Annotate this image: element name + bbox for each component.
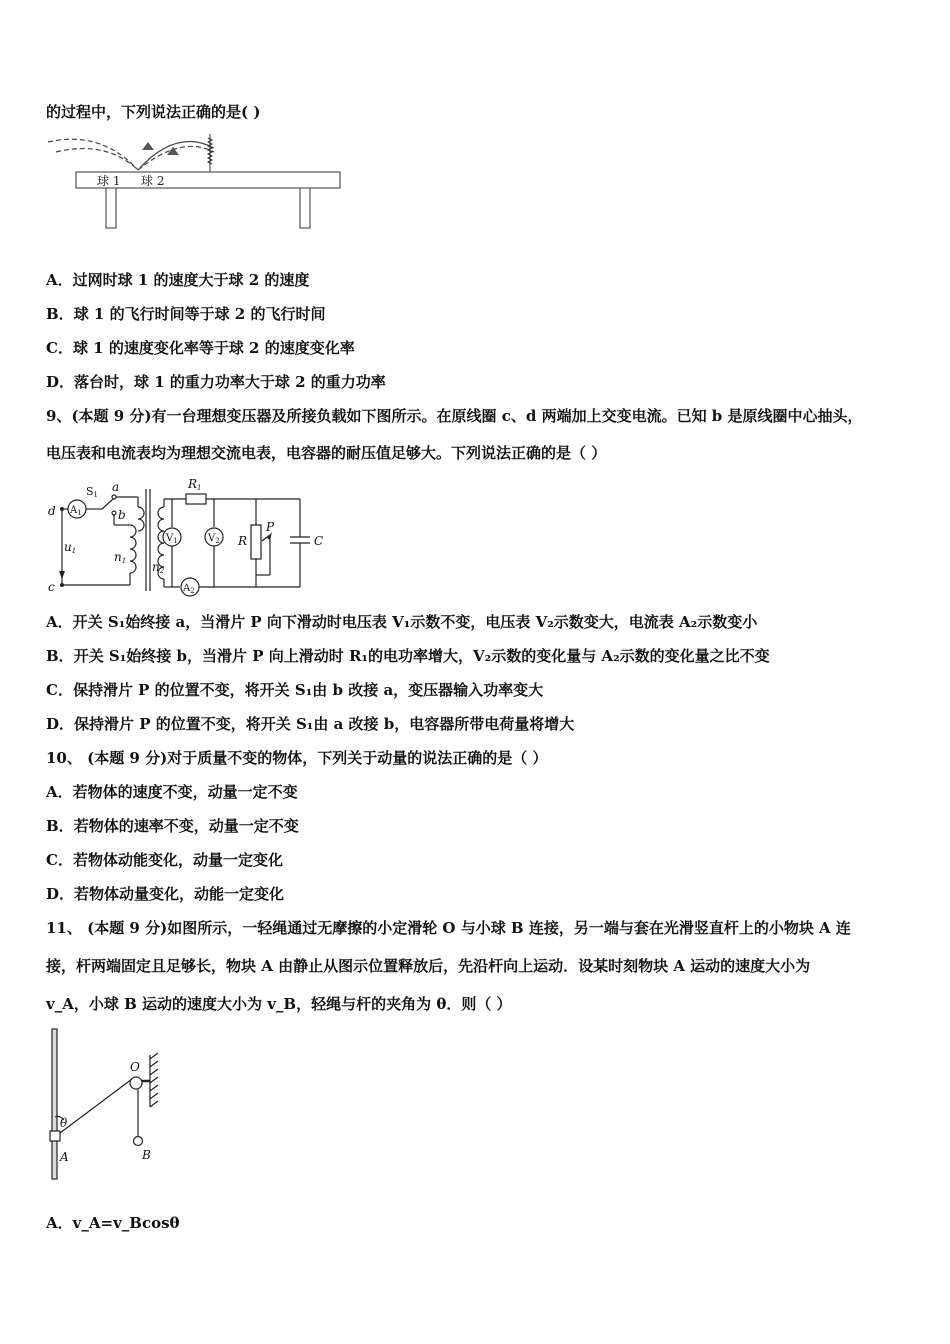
table-leg-left — [106, 188, 116, 228]
q10-option-c[interactable]: C．若物体动能变化，动量一定变化 — [46, 851, 283, 869]
svg-text:u1: u1 — [64, 540, 77, 555]
q8-option-d[interactable]: D．落台时，球 1 的重力功率大于球 2 的重力功率 — [46, 373, 386, 391]
q10-number: 10、 — [46, 749, 82, 767]
transformer-circuit-diagram — [46, 475, 336, 597]
pulley-rod-diagram — [46, 1025, 166, 1185]
ball1-path-in — [48, 139, 138, 170]
q9-meta: (本题 9 分) — [71, 407, 152, 425]
q8-option-c[interactable]: C．球 1 的速度变化率等于球 2 的速度变化率 — [46, 339, 355, 357]
block-a — [50, 1131, 60, 1141]
svg-text:c: c — [48, 580, 55, 594]
rheostat-r — [251, 525, 261, 559]
q8-stem: 的过程中，下列说法正确的是( ) — [46, 103, 261, 121]
q11-figure-pulley — [46, 1025, 166, 1189]
svg-text:R1: R1 — [188, 477, 202, 492]
q8-option-b[interactable]: B．球 1 的飞行时间等于球 2 的飞行时间 — [46, 305, 326, 323]
ball2-path-in — [56, 149, 138, 170]
svg-text:S1: S1 — [86, 485, 99, 499]
ball1-label: 球 1 — [97, 174, 121, 188]
primary-coil — [130, 525, 136, 573]
q9-option-b[interactable]: B．开关 S₁始终接 b，当滑片 P 向上滑动时 R₁的电功率增大，V₂示数的变化量与 A₂示数的变化量之比不变 — [46, 647, 770, 665]
svg-text:P: P — [266, 520, 275, 534]
rope-to-a — [60, 1079, 132, 1133]
svg-text:b: b — [118, 508, 126, 522]
svg-text:V2: $V_2$ — [208, 533, 220, 545]
q10-option-d[interactable]: D．若物体动量变化，动能一定变化 — [46, 885, 285, 903]
q9-option-d[interactable]: D．保持滑片 P 的位置不变，将开关 S₁由 a 改接 b，电容器所带电荷量将增大 — [46, 715, 575, 733]
svg-text:R: R — [238, 534, 248, 548]
svg-text:a: a — [112, 480, 120, 494]
q10-option-b[interactable]: B．若物体的速率不变，动量一定不变 — [46, 817, 299, 835]
q9-figure-transformer-circuit — [46, 475, 336, 601]
u1-arrow-icon — [59, 571, 65, 579]
switch-s1 — [102, 499, 113, 509]
q8-figure-table-tennis — [46, 130, 346, 236]
svg-text:V1: $V_1$ — [166, 533, 178, 545]
terminal-c — [60, 583, 64, 587]
resistor-r1 — [186, 494, 206, 504]
svg-text:n2: n2 — [152, 560, 165, 575]
svg-text:θ: θ — [60, 1116, 68, 1130]
q11-stem-line2: 接，杆两端固定且足够长，物块 A 由静止从图示位置释放后，先沿杆向上运动．设某时刻物块 A 运动的速度大小为 — [46, 957, 811, 975]
ball-b — [134, 1137, 143, 1146]
terminal-d — [60, 507, 64, 511]
svg-text:A1: $A_1$ — [70, 505, 82, 517]
ball2-label: 球 2 — [141, 174, 165, 188]
q9-option-a[interactable]: A．开关 S₁始终接 a，当滑片 P 向下滑动时电压表 V₁示数不变，电压表 V₂示数变大，电流表 A₂示数变小 — [46, 613, 758, 631]
q9-number: 9、 — [46, 407, 72, 425]
q11-stem-line1: 11、 (本题 9 分)如图所示，一轻绳通过无摩擦的小定滑轮 O 与小球 B 连接，另一端与套在光滑竖直杆上的小物块 A 连 — [46, 919, 851, 937]
q9-stem-line2: 电压表和电流表均为理想交流电表，电容器的耐压值足够大。下列说法正确的是（ ） — [46, 444, 607, 462]
q10-option-a[interactable]: A．若物体的速度不变，动量一定不变 — [46, 783, 298, 801]
svg-text:C: C — [314, 534, 324, 548]
q11-option-a[interactable]: A．v_A=v_Bcosθ — [46, 1214, 180, 1232]
q10-meta: (本题 9 分) — [87, 749, 168, 767]
table-leg-right — [300, 188, 310, 228]
q11-meta: (本题 9 分) — [87, 919, 168, 937]
table-tennis-diagram — [46, 130, 346, 232]
svg-text:d: d — [48, 504, 56, 518]
svg-text:n1: n1 — [114, 550, 127, 565]
q9-option-c[interactable]: C．保持滑片 P 的位置不变，将开关 S₁由 b 改接 a，变压器输入功率变大 — [46, 681, 544, 699]
q11-stem-line3: v_A，小球 B 运动的速度大小为 v_B，轻绳与杆的夹角为 θ．则（ ） — [46, 995, 512, 1013]
q9-stem-line1: 9、(本题 9 分)有一台理想变压器及所接负载如下图所示。在原线圈 c、d 两端加上交变电流。已知 b 是原线圈中心抽头， — [46, 407, 863, 425]
svg-text:B: B — [142, 1148, 151, 1162]
ball1-arrow-icon — [142, 142, 154, 150]
svg-text:A2: $A_2$ — [183, 583, 195, 595]
q8-option-a[interactable]: A．过网时球 1 的速度大于球 2 的速度 — [46, 271, 310, 289]
vertical-rod — [52, 1029, 57, 1179]
q10-stem: 10、 (本题 9 分)对于质量不变的物体，下列关于动量的说法正确的是（ ） — [46, 749, 548, 767]
svg-text:O: O — [130, 1060, 140, 1074]
svg-text:A: A — [60, 1150, 69, 1164]
q11-number: 11、 — [46, 919, 82, 937]
